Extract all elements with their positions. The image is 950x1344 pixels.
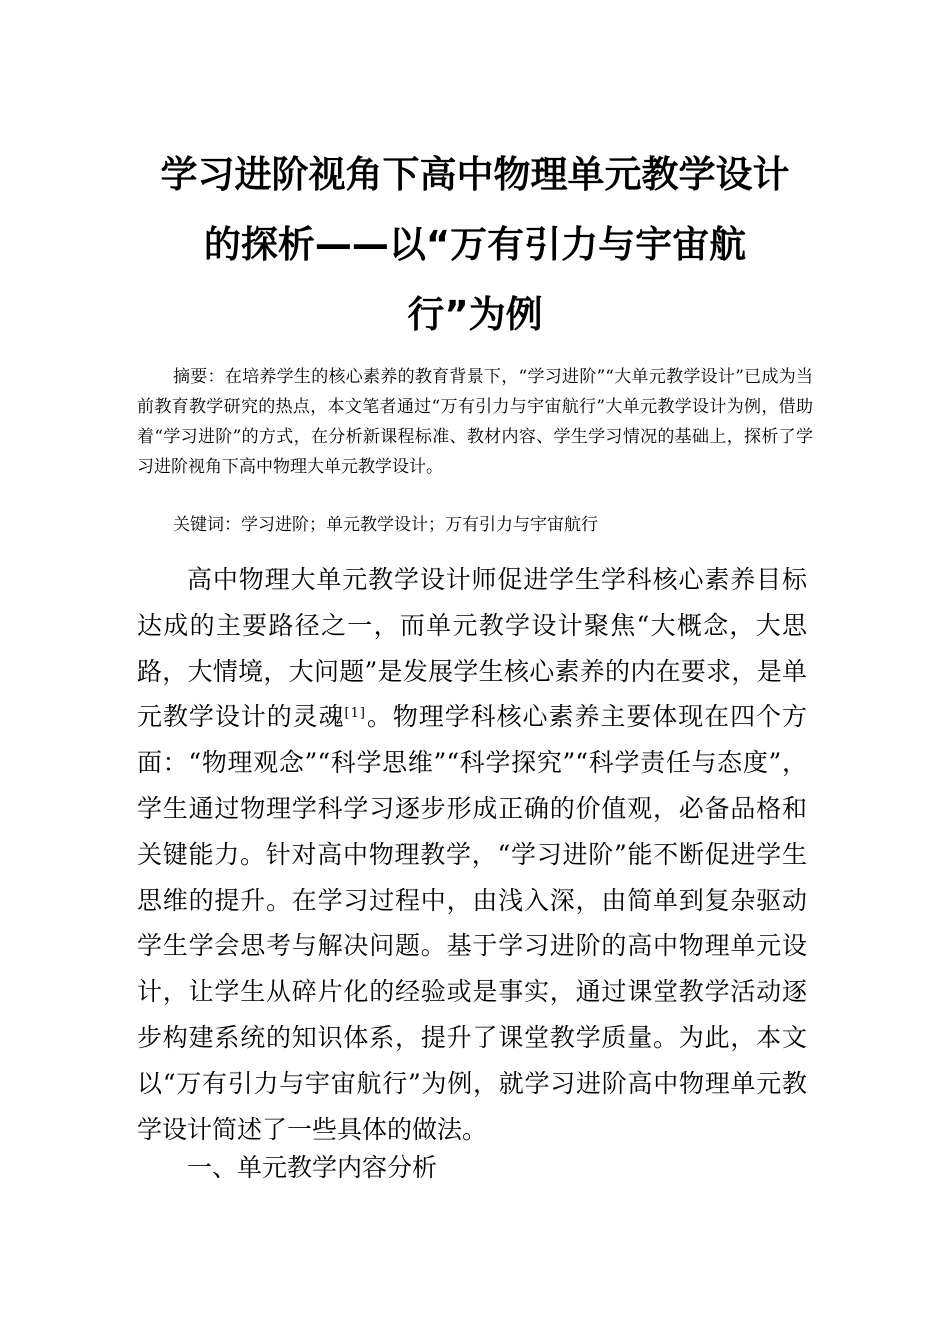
title-line-2: 的探析——以“万有引力与宇宙航 bbox=[203, 223, 747, 266]
body-text-part-1: 高中物理大单元教学设计师促进学生学科核心素养目标达成的主要路径之一，而单元教学设计聚焦“大概念，大思路，大情境，大问题”是发展学生核心素养的内在要求，是单元教学设计的灵魂 bbox=[137, 565, 807, 732]
body-text-part-2: 。物理学科核心素养主要体现在四个方面：“物理观念”“科学思维”“科学探究”“科学责任与态度”，学生通过物理学科学习逐步形成正确的价值观，必备品格和关键能力。针对高中物理教学，“学习进阶”能不断促进学生思维的提升。在学习过程中，由浅入深，由简单到复杂驱动学生学会思考与解决问题。基于学习进阶的高中物理单元设计，让学生从碎片化的经验或是事实，通过课堂教学活动逐步构建系统的知识体系，提升了课堂教学质量。为此，本文以“万有引力与宇宙航行”为例，就学习进阶高中物理单元教学设计简述了一些具体的做法。 bbox=[137, 702, 807, 1144]
citation-marker: [1] bbox=[344, 706, 366, 722]
abstract-paragraph: 摘要：在培养学生的核心素养的教育背景下，“学习进阶”“大单元教学设计”已成为当前教育教学研究的热点，本文笔者通过“万有引力与宇宙航行”大单元教学设计为例，借助着“学习进阶”的方式，在分析新课程标准、教材内容、学生学习情况的基础上，探析了学习进阶视角下高中物理大单元教学设计。 bbox=[137, 367, 813, 477]
document-title bbox=[130, 140, 820, 350]
body-paragraph bbox=[137, 557, 807, 1152]
section-heading: 一、单元教学内容分析 bbox=[187, 1153, 438, 1182]
keywords-line: 关键词：学习进阶；单元教学设计；万有引力与宇宙航行 bbox=[173, 515, 598, 535]
title-line-1: 学习进阶视角下高中物理单元教学设计 bbox=[160, 153, 790, 196]
title-line-3: 行”为例 bbox=[407, 293, 543, 336]
